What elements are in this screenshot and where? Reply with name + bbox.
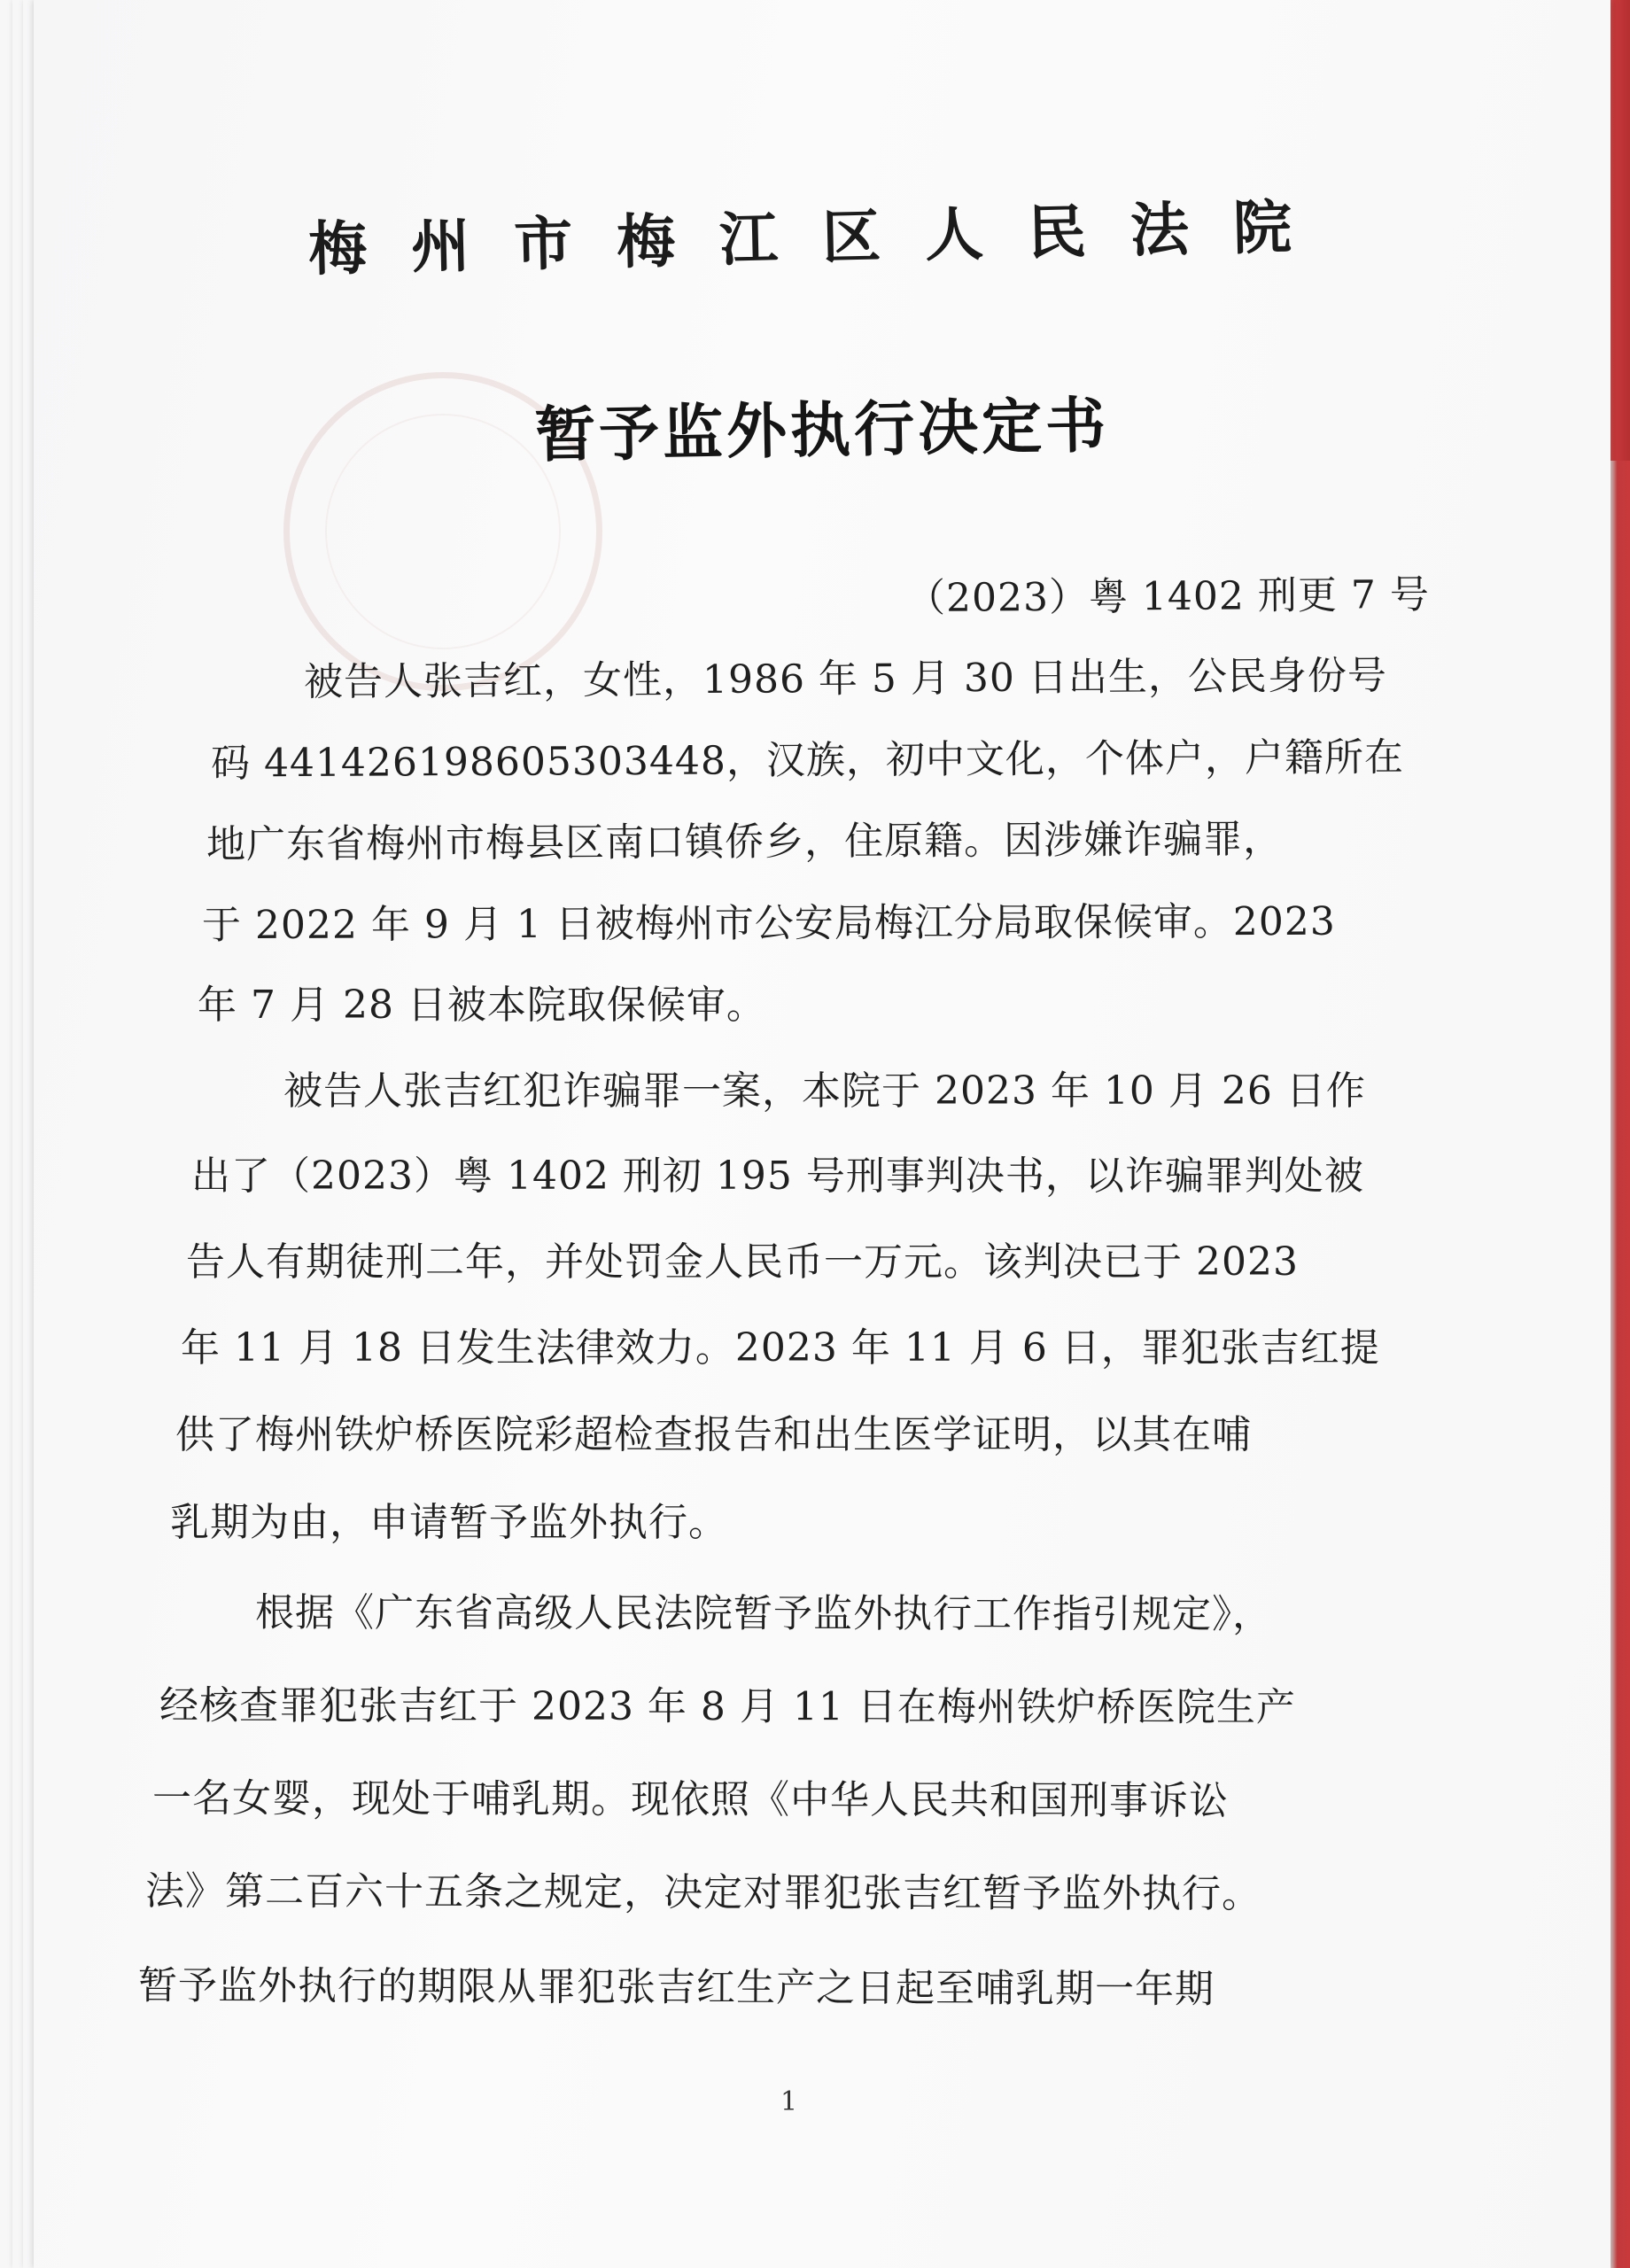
paragraph-2-line-2: 出了（2023）粤 1402 刑初 195 号刑事判决书，以诈骗罪判处被: [191, 1153, 1364, 1199]
paragraph-2-line-1: 被告人张吉红犯诈骗罪一案，本院于 2023 年 10 月 26 日作: [283, 1068, 1366, 1114]
paragraph-1-line-4: 于 2022 年 9 月 1 日被梅州市公安局梅江分局取保候审。2023: [201, 898, 1336, 949]
paragraph-1-line-1: 被告人张吉红，女性，1986 年 5 月 30 日出生，公民身份号: [303, 653, 1388, 705]
paragraph-3-line-5: 暂予监外执行的期限从罪犯张吉红生产之日起至哺乳期一年期: [137, 1962, 1215, 2013]
paragraph-2-line-4: 年 11 月 18 日发生法律效力。2023 年 11 月 6 日，罪犯张吉红提: [181, 1325, 1380, 1371]
court-name: 梅州市梅江区人民法院: [307, 190, 1337, 284]
paragraph-1-line-3: 地广东省梅州市梅县区南口镇侨乡，住原籍。因涉嫌诈骗罪，: [206, 816, 1284, 868]
page-number: 1: [780, 2086, 798, 2117]
paragraph-2-line-5: 供了梅州铁炉桥医院彩超检查报告和出生医学证明，以其在哺: [175, 1412, 1252, 1457]
paragraph-2-line-6: 乳期为由，申请暂予监外执行。: [170, 1500, 728, 1545]
paragraph-3-line-3: 一名女婴，现处于哺乳期。现依照《中华人民共和国刑事诉讼: [151, 1775, 1230, 1824]
paragraph-2-line-3: 告人有期徒刑二年，并处罚金人民币一万元。该判决已于 2023: [186, 1239, 1299, 1285]
case-number: （2023）粤 1402 刑更 7 号: [905, 571, 1431, 622]
document-title: 暂予监外执行决定书: [534, 391, 1110, 471]
paragraph-1-line-2: 码 441426198605303448，汉族，初中文化，个体户，户籍所在: [210, 734, 1405, 787]
paragraph-3-line-4: 法》第二百六十五条之规定，决定对罪犯张吉红暂予监外执行。: [144, 1868, 1262, 1917]
document-page: [34, 0, 1611, 2268]
paragraph-3-line-2: 经核查罪犯张吉红于 2023 年 8 月 11 日在梅州铁炉桥医院生产: [159, 1682, 1296, 1731]
paragraph-1-line-5: 年 7 月 28 日被本院取保候审。: [198, 983, 766, 1028]
paragraph-3-line-1: 根据《广东省高级人民法院暂予监外执行工作指引规定》，: [254, 1589, 1273, 1638]
